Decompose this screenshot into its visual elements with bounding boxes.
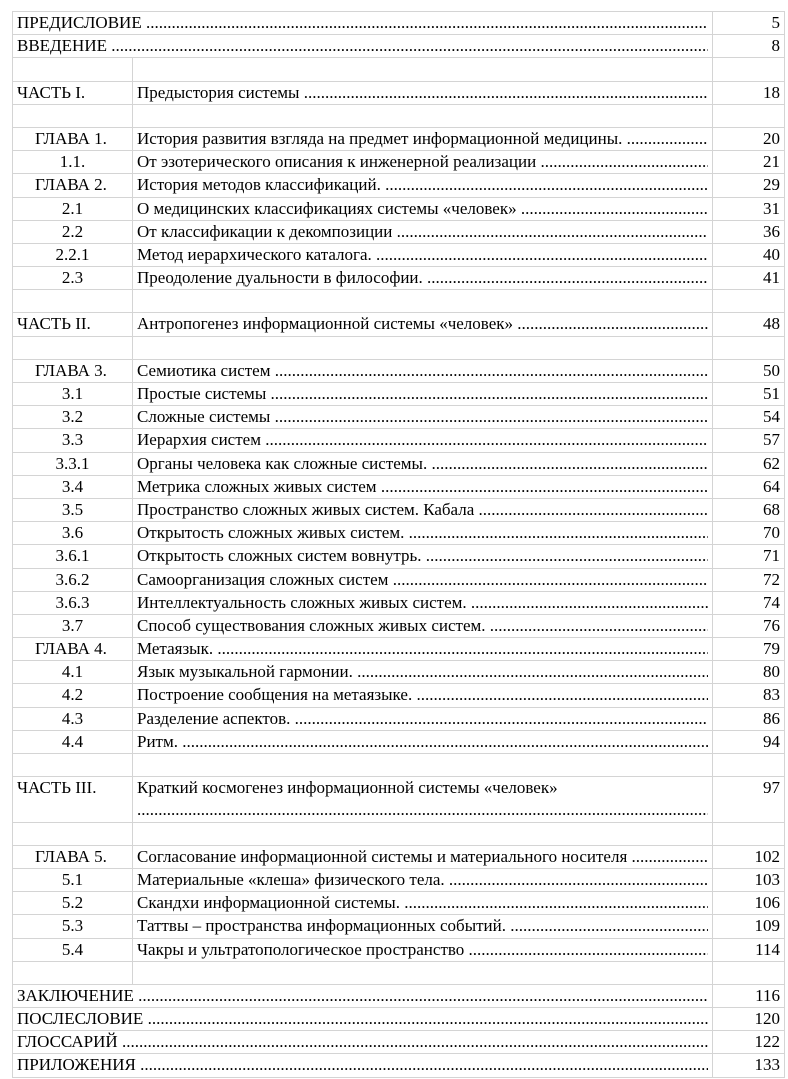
toc-entry-cell	[133, 707, 713, 730]
toc-page-number: 114	[713, 938, 785, 961]
spacer-cell	[133, 961, 713, 984]
spacer-cell	[713, 754, 785, 777]
toc-page-number: 41	[713, 267, 785, 290]
toc-entry-cell	[133, 868, 713, 891]
toc-entry-cell	[133, 498, 713, 521]
toc-row-section	[13, 498, 785, 521]
toc-entry-number: 3.3.1	[13, 452, 133, 475]
toc-entry-title: Открытость сложных живых систем. .....	[137, 522, 708, 544]
toc-entry-number: 3.3	[13, 429, 133, 452]
spacer-cell	[13, 336, 133, 359]
toc-entry-number: 5.4	[13, 938, 133, 961]
toc-page-number: 18	[713, 81, 785, 104]
toc-row-top	[13, 1054, 785, 1077]
toc-entry-cell	[133, 267, 713, 290]
toc-entry-title: Иерархия систем .....	[137, 429, 708, 451]
toc-row-top	[13, 1008, 785, 1031]
toc-row-section	[13, 475, 785, 498]
toc-entry-cell	[13, 1008, 713, 1031]
toc-entry-cell	[133, 845, 713, 868]
toc-entry-cell	[133, 197, 713, 220]
toc-entry-label: ГЛОССАРИЙ .....	[17, 1031, 708, 1053]
toc-page-number: 29	[713, 174, 785, 197]
spacer-cell	[713, 961, 785, 984]
spacer-cell	[133, 822, 713, 845]
toc-entry-title: Согласование информационной системы и материального носителя .....	[137, 846, 708, 868]
toc-entry-cell	[133, 81, 713, 104]
toc-entry-cell	[133, 915, 713, 938]
toc-entry-cell	[133, 591, 713, 614]
spacer-row	[13, 822, 785, 845]
toc-entry-number: 1.1.	[13, 151, 133, 174]
toc-entry-label: ЗАКЛЮЧЕНИЕ .....	[17, 985, 708, 1007]
toc-row-chapter	[13, 359, 785, 382]
toc-entry-title: Метод иерархического каталога. .....	[137, 244, 708, 266]
toc-row-part	[13, 313, 785, 336]
spacer-cell	[133, 58, 713, 81]
toc-page-number: 68	[713, 498, 785, 521]
toc-row-section	[13, 151, 785, 174]
toc-row-section	[13, 684, 785, 707]
toc-entry-cell	[133, 359, 713, 382]
toc-row-section	[13, 267, 785, 290]
toc-entry-number: ГЛАВА 1.	[13, 127, 133, 150]
toc-entry-cell	[133, 545, 713, 568]
spacer-cell	[713, 58, 785, 81]
toc-page-number: 62	[713, 452, 785, 475]
toc-entry-title: Ритм. .....	[137, 731, 708, 753]
toc-entry-cell	[13, 1054, 713, 1077]
toc-page-number: 51	[713, 383, 785, 406]
spacer-row	[13, 104, 785, 127]
toc-entry-title: Таттвы – пространства информационных событий. .....	[137, 915, 708, 937]
toc-entry-title: История развития взгляда на предмет информационной медицины. .....	[137, 128, 708, 150]
toc-page-number: 80	[713, 661, 785, 684]
toc-entry-number: 2.1	[13, 197, 133, 220]
toc-entry-number: ЧАСТЬ I.	[13, 81, 133, 104]
toc-page-number: 21	[713, 151, 785, 174]
spacer-cell	[713, 822, 785, 845]
toc-entry-number: 3.7	[13, 614, 133, 637]
toc-entry-number: 3.5	[13, 498, 133, 521]
toc-entry-cell	[133, 220, 713, 243]
toc-entry-title: Антропогенез информационной системы «человек» .....	[137, 313, 708, 335]
spacer-cell	[133, 104, 713, 127]
toc-entry-label: ПРИЛОЖЕНИЯ .....	[17, 1054, 708, 1076]
toc-entry-title: Построение сообщения на метаязыке. .....	[137, 684, 708, 706]
toc-entry-cell	[13, 12, 713, 35]
toc-entry-number: 4.3	[13, 707, 133, 730]
toc-entry-title: Простые системы .....	[137, 383, 708, 405]
toc-entry-title: Краткий космогенез информационной системы «человек»	[137, 778, 558, 798]
toc-page-number: 102	[713, 845, 785, 868]
toc-row-chapter	[13, 174, 785, 197]
toc-page-number: 133	[713, 1054, 785, 1077]
toc-entry-number: ГЛАВА 2.	[13, 174, 133, 197]
toc-page-number: 106	[713, 892, 785, 915]
toc-row-section	[13, 938, 785, 961]
toc-entry-cell	[133, 684, 713, 707]
toc-entry-cell	[133, 383, 713, 406]
toc-entry-number: 3.2	[13, 406, 133, 429]
toc-page-number: 86	[713, 707, 785, 730]
toc-row-top	[13, 1031, 785, 1054]
toc-row-section	[13, 591, 785, 614]
toc-entry-number: 4.1	[13, 661, 133, 684]
toc-entry-number: ГЛАВА 5.	[13, 845, 133, 868]
toc-entry-cell	[133, 777, 713, 822]
toc-row-section	[13, 452, 785, 475]
toc-entry-title: Метрика сложных живых систем .....	[137, 476, 708, 498]
toc-entry-title: От классификации к декомпозиции .....	[137, 221, 708, 243]
toc-entry-title: Пространство сложных живых систем. Кабала .....	[137, 499, 708, 521]
toc-row-section	[13, 915, 785, 938]
spacer-cell	[13, 58, 133, 81]
spacer-cell	[133, 290, 713, 313]
toc-entry-title: История методов классификаций. .....	[137, 174, 708, 196]
toc-entry-cell	[133, 522, 713, 545]
toc-entry-title: Самоорганизация сложных систем .....	[137, 569, 708, 591]
table-of-contents	[12, 11, 785, 1078]
toc-page-number: 8	[713, 35, 785, 58]
toc-entry-cell	[133, 151, 713, 174]
toc-page-number: 97	[713, 777, 785, 822]
spacer-cell	[13, 104, 133, 127]
toc-row-section	[13, 243, 785, 266]
toc-row-chapter	[13, 638, 785, 661]
toc-page-number: 74	[713, 591, 785, 614]
toc-entry-title: Чакры и ультратопологическое пространство .....	[137, 939, 708, 961]
toc-row-section	[13, 522, 785, 545]
toc-entry-number: ГЛАВА 4.	[13, 638, 133, 661]
toc-row-section	[13, 429, 785, 452]
toc-entry-cell	[133, 568, 713, 591]
toc-entry-number: 2.2	[13, 220, 133, 243]
toc-page-number: 31	[713, 197, 785, 220]
spacer-cell	[713, 336, 785, 359]
spacer-cell	[13, 822, 133, 845]
toc-page-number: 122	[713, 1031, 785, 1054]
toc-entry-cell	[133, 475, 713, 498]
toc-row-section	[13, 406, 785, 429]
toc-entry-label: ВВЕДЕНИЕ .....	[17, 35, 708, 57]
toc-entry-number: ГЛАВА 3.	[13, 359, 133, 382]
toc-entry-title: От эзотерического описания к инженерной реализации .....	[137, 151, 708, 173]
spacer-cell	[13, 290, 133, 313]
toc-entry-cell	[133, 127, 713, 150]
toc-entry-number: 3.6.1	[13, 545, 133, 568]
toc-page-number: 36	[713, 220, 785, 243]
toc-entry-title: Способ существования сложных живых систем. .....	[137, 615, 708, 637]
toc-entry-cell	[133, 892, 713, 915]
toc-entry-title: Скандхи информационной системы. .....	[137, 892, 708, 914]
toc-entry-number: ЧАСТЬ II.	[13, 313, 133, 336]
toc-entry-number: 4.2	[13, 684, 133, 707]
toc-entry-title: Органы человека как сложные системы. .....	[137, 453, 708, 475]
toc-page-number: 83	[713, 684, 785, 707]
toc-row-section	[13, 220, 785, 243]
toc-entry-number: 3.6.3	[13, 591, 133, 614]
spacer-cell	[133, 754, 713, 777]
toc-entry-cell	[133, 406, 713, 429]
toc-entry-cell	[133, 730, 713, 753]
toc-page-number: 40	[713, 243, 785, 266]
toc-page-number: 54	[713, 406, 785, 429]
toc-entry-cell	[133, 452, 713, 475]
toc-entry-number: 3.1	[13, 383, 133, 406]
toc-entry-cell	[133, 174, 713, 197]
toc-row-section	[13, 568, 785, 591]
toc-entry-title: О медицинских классификациях системы «человек» .....	[137, 198, 708, 220]
toc-row-part	[13, 81, 785, 104]
toc-page-number: 103	[713, 868, 785, 891]
toc-entry-number: 3.6.2	[13, 568, 133, 591]
toc-entry-title: Разделение аспектов. .....	[137, 708, 708, 730]
toc-entry-cell	[13, 35, 713, 58]
toc-entry-cell	[133, 429, 713, 452]
toc-entry-title: Язык музыкальной гармонии. .....	[137, 661, 708, 683]
toc-entry-title: Материальные «клеша» физического тела. .....	[137, 869, 708, 891]
spacer-row	[13, 754, 785, 777]
toc-entry-cell	[13, 984, 713, 1007]
toc-page-number: 116	[713, 984, 785, 1007]
toc-page-number: 79	[713, 638, 785, 661]
toc-entry-number: 5.3	[13, 915, 133, 938]
toc-row-top	[13, 12, 785, 35]
toc-entry-cell	[133, 638, 713, 661]
toc-page-number: 5	[713, 12, 785, 35]
toc-page-number: 94	[713, 730, 785, 753]
toc-row-section	[13, 614, 785, 637]
toc-row-section	[13, 892, 785, 915]
spacer-cell	[713, 290, 785, 313]
toc-entry-cell	[133, 661, 713, 684]
toc-entry-title: Преодоление дуальности в философии. .....	[137, 267, 708, 289]
toc-row-section	[13, 545, 785, 568]
toc-entry-cell	[133, 614, 713, 637]
toc-page-number: 57	[713, 429, 785, 452]
toc-entry-cell	[133, 938, 713, 961]
toc-row-chapter	[13, 845, 785, 868]
toc-page-number: 72	[713, 568, 785, 591]
toc-entry-number: 2.3	[13, 267, 133, 290]
toc-entry-number: 3.6	[13, 522, 133, 545]
toc-row-top	[13, 984, 785, 1007]
toc-page-number: 76	[713, 614, 785, 637]
toc-row-section	[13, 730, 785, 753]
spacer-row	[13, 336, 785, 359]
spacer-cell	[133, 336, 713, 359]
toc-entry-title: Семиотика систем .....	[137, 360, 708, 382]
toc-entry-title: Предыстория системы .....	[137, 82, 708, 104]
toc-page-number: 64	[713, 475, 785, 498]
spacer-cell	[13, 961, 133, 984]
toc-row-chapter	[13, 127, 785, 150]
toc-row-section	[13, 197, 785, 220]
toc-row-top	[13, 35, 785, 58]
toc-page-number: 48	[713, 313, 785, 336]
toc-page-number: 71	[713, 545, 785, 568]
spacer-row	[13, 961, 785, 984]
toc-entry-title: Метаязык. .....	[137, 638, 708, 660]
toc-page-number: 109	[713, 915, 785, 938]
toc-row-section	[13, 383, 785, 406]
toc-row-section	[13, 707, 785, 730]
toc-entry-title: Открытость сложных систем вовнутрь. .....	[137, 545, 708, 567]
toc-entry-number: 4.4	[13, 730, 133, 753]
toc-row-section	[13, 868, 785, 891]
toc-entry-cell	[133, 243, 713, 266]
toc-entry-title: Сложные системы .....	[137, 406, 708, 428]
toc-leader-dots	[137, 799, 708, 821]
toc-page-number: 120	[713, 1008, 785, 1031]
spacer-row	[13, 290, 785, 313]
toc-page-number: 50	[713, 359, 785, 382]
toc-part-number: ЧАСТЬ III.	[13, 777, 133, 822]
toc-entry-label: ПРЕДИСЛОВИЕ .....	[17, 12, 708, 34]
toc-entry-cell	[133, 313, 713, 336]
spacer-cell	[713, 104, 785, 127]
toc-entry-number: 3.4	[13, 475, 133, 498]
toc-page-number: 70	[713, 522, 785, 545]
toc-page-number: 20	[713, 127, 785, 150]
spacer-cell	[13, 754, 133, 777]
toc-entry-cell	[13, 1031, 713, 1054]
toc-entry-title: Интеллектуальность сложных живых систем. .....	[137, 592, 708, 614]
toc-entry-number: 5.1	[13, 868, 133, 891]
toc-row-part	[13, 777, 785, 822]
toc-row-section	[13, 661, 785, 684]
toc-entry-number: 2.2.1	[13, 243, 133, 266]
toc-entry-label: ПОСЛЕСЛОВИЕ .....	[17, 1008, 708, 1030]
spacer-row	[13, 58, 785, 81]
toc-entry-number: 5.2	[13, 892, 133, 915]
